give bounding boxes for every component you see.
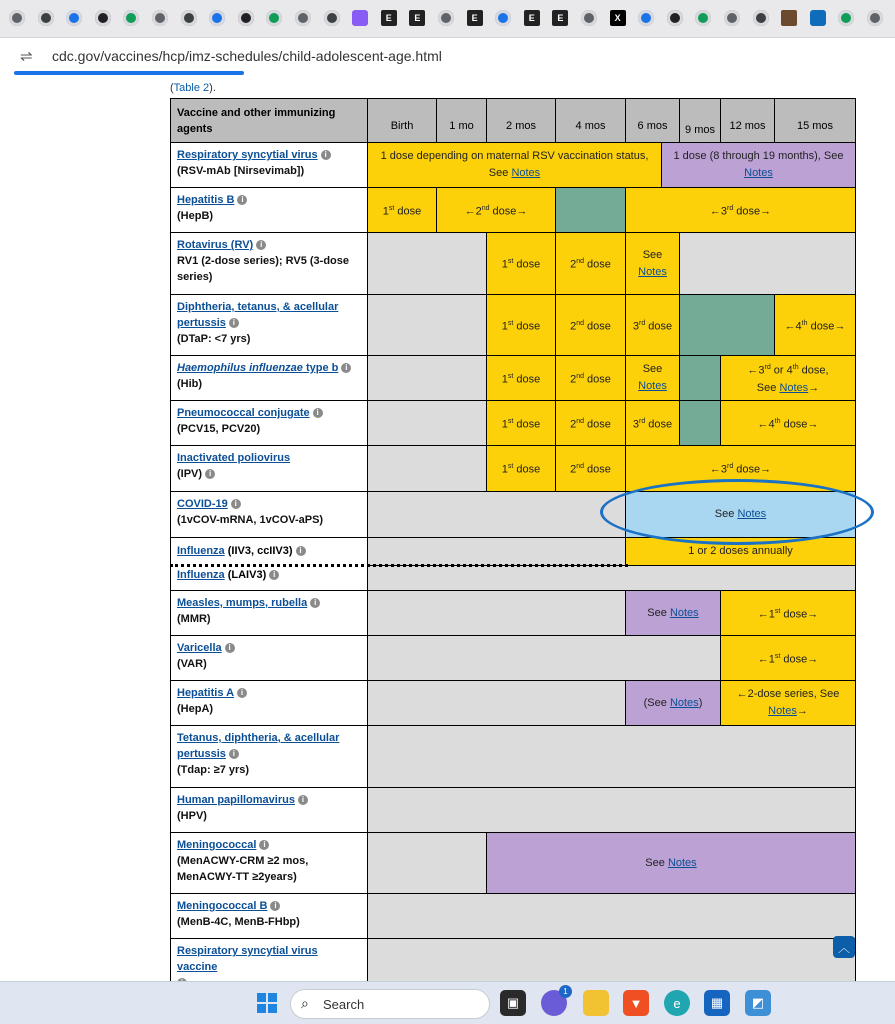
- cell-dtap-catchup: [679, 294, 775, 356]
- vaccine-link[interactable]: Rotavirus (RV): [177, 239, 254, 251]
- info-icon[interactable]: i: [296, 546, 306, 556]
- header-age-9mos: 9 mos: [679, 98, 721, 143]
- vaccine-link[interactable]: Human papillomavirus: [177, 794, 295, 806]
- circle-tab-icon[interactable]: [209, 10, 225, 26]
- proton-tab-icon[interactable]: [352, 10, 368, 26]
- row-name-influenza-laiv: Influenza (LAIV3) i: [170, 565, 368, 591]
- row-name-pcv: Pneumococcal conjugate i (PCV15, PCV20): [170, 400, 368, 446]
- cell-hib-catchup: [679, 355, 721, 401]
- notes-link[interactable]: Notes: [737, 508, 767, 520]
- cell-dtap-gray: [367, 294, 487, 356]
- x-tab-icon[interactable]: X: [610, 10, 626, 26]
- chat-icon[interactable]: [541, 987, 568, 1016]
- info-icon[interactable]: i: [259, 840, 269, 850]
- e-tab-icon[interactable]: E: [552, 10, 568, 26]
- task-view-icon[interactable]: ▣: [500, 990, 526, 1016]
- info-icon[interactable]: i: [237, 195, 247, 205]
- info-icon[interactable]: i: [205, 469, 215, 479]
- dotted-divider: [170, 564, 628, 567]
- row-name-hpv: Human papillomavirus i (HPV): [170, 787, 368, 833]
- info-icon[interactable]: i: [229, 749, 239, 759]
- cell-flu-iiv-gray: [367, 537, 626, 566]
- header-age-birth: Birth: [367, 98, 437, 143]
- e-tab-icon[interactable]: E: [524, 10, 540, 26]
- outlook-tab-icon[interactable]: [810, 10, 826, 26]
- circle-tab-icon[interactable]: [495, 10, 511, 26]
- circle-tab-icon[interactable]: [95, 10, 111, 26]
- cell-menb-gray: [367, 893, 856, 939]
- cell-pcv-gray: [367, 400, 487, 446]
- header-age-4mos: 4 mos: [555, 98, 626, 143]
- vaccine-link[interactable]: Tetanus, diphtheria, & acellular pertussis: [177, 732, 340, 760]
- header-age-1mo: 1 mo: [436, 98, 487, 143]
- vaccine-link[interactable]: Influenza: [177, 569, 225, 581]
- row-name-hepb: Hepatitis B i (HepB): [170, 187, 368, 233]
- cell-mmr-see-notes: See Notes: [625, 590, 721, 636]
- hand-drawn-circle-annotation: [600, 479, 874, 545]
- circle-tab-icon[interactable]: [667, 10, 683, 26]
- cell-mmr-dose1: ←1st dose→: [720, 590, 856, 636]
- taskbar-search[interactable]: [290, 989, 490, 1019]
- vaccine-link[interactable]: Respiratory syncytial virus: [177, 149, 318, 161]
- cell-pcv-dose2: 2nd dose: [555, 400, 626, 446]
- circle-tab-icon[interactable]: [867, 10, 883, 26]
- circle-tab-icon[interactable]: [324, 10, 340, 26]
- info-icon[interactable]: i: [237, 688, 247, 698]
- cell-rv-dose1: 1st dose: [486, 232, 556, 295]
- person-tab-icon[interactable]: [781, 10, 797, 26]
- cell-hepa-series: ←2-dose series, See Notes→: [720, 680, 856, 726]
- vaccine-link[interactable]: Measles, mumps, rubella: [177, 597, 308, 609]
- circle-tab-icon[interactable]: [38, 10, 54, 26]
- row-name-dtap: Diphtheria, tetanus, & acellular pertussis i (DTaP: <7 yrs): [170, 294, 368, 356]
- cell-dtap-dose3: 3rd dose: [625, 294, 680, 356]
- circle-tab-icon[interactable]: [838, 10, 854, 26]
- row-name-covid: COVID-19 i (1vCOV-mRNA, 1vCOV-aPS): [170, 491, 368, 538]
- circle-tab-icon[interactable]: [581, 10, 597, 26]
- info-icon[interactable]: i: [269, 570, 279, 580]
- row-name-tdap: Tetanus, diphtheria, & acellular pertussis i (Tdap: ≥7 yrs): [170, 725, 368, 788]
- cell-hepb-catchup: [555, 187, 626, 233]
- notes-link[interactable]: Notes: [669, 606, 699, 619]
- row-name-varicella: Varicella i (VAR): [170, 635, 368, 681]
- vaccine-link[interactable]: COVID-19: [177, 498, 228, 510]
- cell-hepb-dose2: ←2nd dose→: [436, 187, 556, 233]
- vaccine-link[interactable]: Respiratory syncytial virus vaccine: [177, 945, 318, 973]
- vaccine-link[interactable]: Hepatitis A: [177, 687, 235, 699]
- table-caption: (Table 2).: [170, 82, 216, 94]
- cell-ipv-dose1: 1st dose: [486, 445, 556, 492]
- circle-tab-icon[interactable]: [238, 10, 254, 26]
- e-tab-icon[interactable]: E: [467, 10, 483, 26]
- circle-tab-icon[interactable]: [695, 10, 711, 26]
- cell-var-gray: [367, 635, 721, 681]
- vaccine-link[interactable]: Varicella: [177, 642, 222, 654]
- circle-tab-icon[interactable]: [638, 10, 654, 26]
- circle-tab-icon[interactable]: [66, 10, 82, 26]
- row-name-rsv-mab: Respiratory syncytial virus i (RSV-mAb [Nirsevimab]): [170, 142, 368, 188]
- row-name-mmr: Measles, mumps, rubella i (MMR): [170, 590, 368, 636]
- cell-hib-dose1: 1st dose: [486, 355, 556, 401]
- cell-pcv-dose3: 3rd dose: [625, 400, 680, 446]
- cell-dtap-dose4: ←4th dose→: [774, 294, 856, 356]
- windows-start-icon[interactable]: [254, 990, 280, 1016]
- page-content: [0, 78, 895, 981]
- info-icon[interactable]: i: [341, 363, 351, 373]
- notes-link[interactable]: Notes: [779, 381, 809, 394]
- e-tab-icon[interactable]: E: [381, 10, 397, 26]
- info-icon[interactable]: i: [298, 795, 308, 805]
- cell-rv-gray: [367, 232, 487, 295]
- taskbar: [0, 981, 895, 1024]
- circle-tab-icon[interactable]: [9, 10, 25, 26]
- cell-hib-dose2: 2nd dose: [555, 355, 626, 401]
- vaccine-link[interactable]: Pneumococcal conjugate: [177, 407, 310, 419]
- row-name-menacwy: Meningococcal i (MenACWY-CRM ≥2 mos, MenACWY-TT ≥2years): [170, 832, 368, 894]
- row-name-influenza-iiv: Influenza (IIV3, ccIIV3) i: [170, 537, 368, 566]
- circle-tab-icon[interactable]: [181, 10, 197, 26]
- vaccine-link[interactable]: Meningococcal: [177, 839, 257, 851]
- cell-dtap-dose1: 1st dose: [486, 294, 556, 356]
- search-placeholder: Search: [323, 997, 365, 1012]
- header-age-6mos: 6 mos: [625, 98, 680, 143]
- chevron-up-icon: ︿: [837, 940, 850, 955]
- header-age-12mos: 12 mos: [720, 98, 775, 143]
- circle-tab-icon[interactable]: [753, 10, 769, 26]
- brave-browser-icon[interactable]: ▼: [623, 990, 649, 1016]
- microsoft-store-icon[interactable]: ▦: [704, 990, 730, 1016]
- chat-badge: 1: [559, 985, 572, 998]
- circle-tab-icon[interactable]: [152, 10, 168, 26]
- cell-hepb-dose1: 1st dose: [367, 187, 437, 233]
- notes-link[interactable]: Notes: [669, 696, 699, 709]
- search-icon: ⌕: [301, 995, 309, 1011]
- cell-rv-dose2: 2nd dose: [555, 232, 626, 295]
- info-icon[interactable]: i: [310, 598, 320, 608]
- notes-link[interactable]: Notes: [638, 265, 667, 278]
- notes-link[interactable]: Notes: [511, 167, 541, 179]
- cell-tdap-gray: [367, 725, 856, 788]
- cell-hib-see-notes: See Notes: [625, 355, 680, 401]
- notes-link[interactable]: Notes: [667, 856, 697, 869]
- back-to-top-button[interactable]: [833, 936, 855, 958]
- cell-rv-gray-end: [679, 232, 856, 295]
- circle-tab-icon[interactable]: [724, 10, 740, 26]
- cell-ipv-gray: [367, 445, 487, 492]
- cell-flu-laiv-gray: [367, 565, 856, 591]
- cell-ipv-dose3: ←3rd dose→: [625, 445, 856, 492]
- cell-covid-gray: [367, 491, 626, 538]
- row-name-hepa: Hepatitis A i (HepA): [170, 680, 368, 726]
- vaccine-link[interactable]: Diphtheria, tetanus, & acellular pertussis: [177, 301, 339, 329]
- cell-flu-annual: 1 or 2 doses annually: [625, 537, 856, 566]
- vaccine-link[interactable]: Influenza: [177, 545, 225, 557]
- cell-hib-dose3or4: ←3rd or 4th dose, See Notes→: [720, 355, 856, 401]
- file-explorer-icon[interactable]: [583, 990, 609, 1016]
- cell-rv-see-notes: See Notes: [625, 232, 680, 295]
- header-age-2mos: 2 mos: [486, 98, 556, 143]
- vaccine-link[interactable]: Meningococcal B: [177, 900, 268, 912]
- cell-menacwy-see-notes: See Notes: [486, 832, 856, 894]
- page-load-progress: [14, 71, 244, 75]
- vaccine-link-suffix[interactable]: type b: [302, 362, 339, 374]
- site-settings-icon[interactable]: ⇌: [20, 48, 33, 65]
- notes-link[interactable]: Notes: [638, 380, 667, 392]
- circle-tab-icon[interactable]: [123, 10, 139, 26]
- cell-pcv-dose1: 1st dose: [486, 400, 556, 446]
- vaccine-link[interactable]: Haemophilus influenzae: [177, 362, 303, 374]
- cell-rsv-8-19mos: 1 dose (8 through 19 months), See Notes: [661, 142, 856, 188]
- row-name-rotavirus: Rotavirus (RV) i RV1 (2-dose series); RV5 (3-dose series): [170, 232, 368, 295]
- circle-tab-icon[interactable]: [266, 10, 282, 26]
- cell-menacwy-gray: [367, 832, 487, 894]
- circle-tab-icon[interactable]: [295, 10, 311, 26]
- edge-browser-icon[interactable]: e: [664, 990, 690, 1016]
- photos-app-icon[interactable]: ◩: [745, 990, 771, 1016]
- vaccine-link[interactable]: Hepatitis B: [177, 194, 235, 206]
- row-name-menb: Meningococcal B i (MenB-4C, MenB-FHbp): [170, 893, 368, 939]
- cell-covid-see-notes: See Notes: [625, 491, 856, 538]
- cell-hepa-gray: [367, 680, 626, 726]
- cell-ipv-dose2: 2nd dose: [555, 445, 626, 492]
- cell-var-dose1: ←1st dose→: [720, 635, 856, 681]
- url-text[interactable]: cdc.gov/vaccines/hcp/imz-schedules/child-adolescent-age.html: [52, 48, 442, 64]
- row-name-ipv: Inactivated poliovirus (IPV) i: [170, 445, 368, 492]
- cell-pcv-dose4: ←4th dose→: [720, 400, 856, 446]
- vaccine-link[interactable]: Inactivated poliovirus: [177, 452, 291, 464]
- table-2-link[interactable]: Table 2: [173, 82, 210, 94]
- cell-rsv-maternal: 1 dose depending on maternal RSV vaccination status, See Notes: [367, 142, 662, 188]
- info-icon[interactable]: i: [231, 499, 241, 509]
- cell-hib-gray: [367, 355, 487, 401]
- header-vaccine: Vaccine and other immunizing agents: [170, 98, 368, 143]
- address-bar[interactable]: [0, 38, 895, 74]
- header-age-15mos: 15 mos: [774, 98, 856, 143]
- circle-tab-icon[interactable]: [438, 10, 454, 26]
- info-icon[interactable]: i: [229, 318, 239, 328]
- notes-link[interactable]: Notes: [744, 167, 773, 179]
- info-icon[interactable]: i: [313, 408, 323, 418]
- cell-pcv-catchup: [679, 400, 721, 446]
- notes-link[interactable]: Notes: [768, 705, 797, 717]
- row-name-hib: Haemophilus influenzae type b i (Hib): [170, 355, 368, 401]
- cell-hepa-see-notes: (See Notes): [625, 680, 721, 726]
- info-icon[interactable]: i: [270, 901, 280, 911]
- tab-strip: [0, 0, 895, 38]
- cell-hpv-gray: [367, 787, 856, 833]
- info-icon[interactable]: i: [225, 643, 235, 653]
- info-icon[interactable]: i: [256, 240, 266, 250]
- e-tab-icon[interactable]: E: [409, 10, 425, 26]
- cell-dtap-dose2: 2nd dose: [555, 294, 626, 356]
- cell-mmr-gray: [367, 590, 626, 636]
- info-icon[interactable]: i: [321, 150, 331, 160]
- cell-hepb-dose3: ←3rd dose→: [625, 187, 856, 233]
